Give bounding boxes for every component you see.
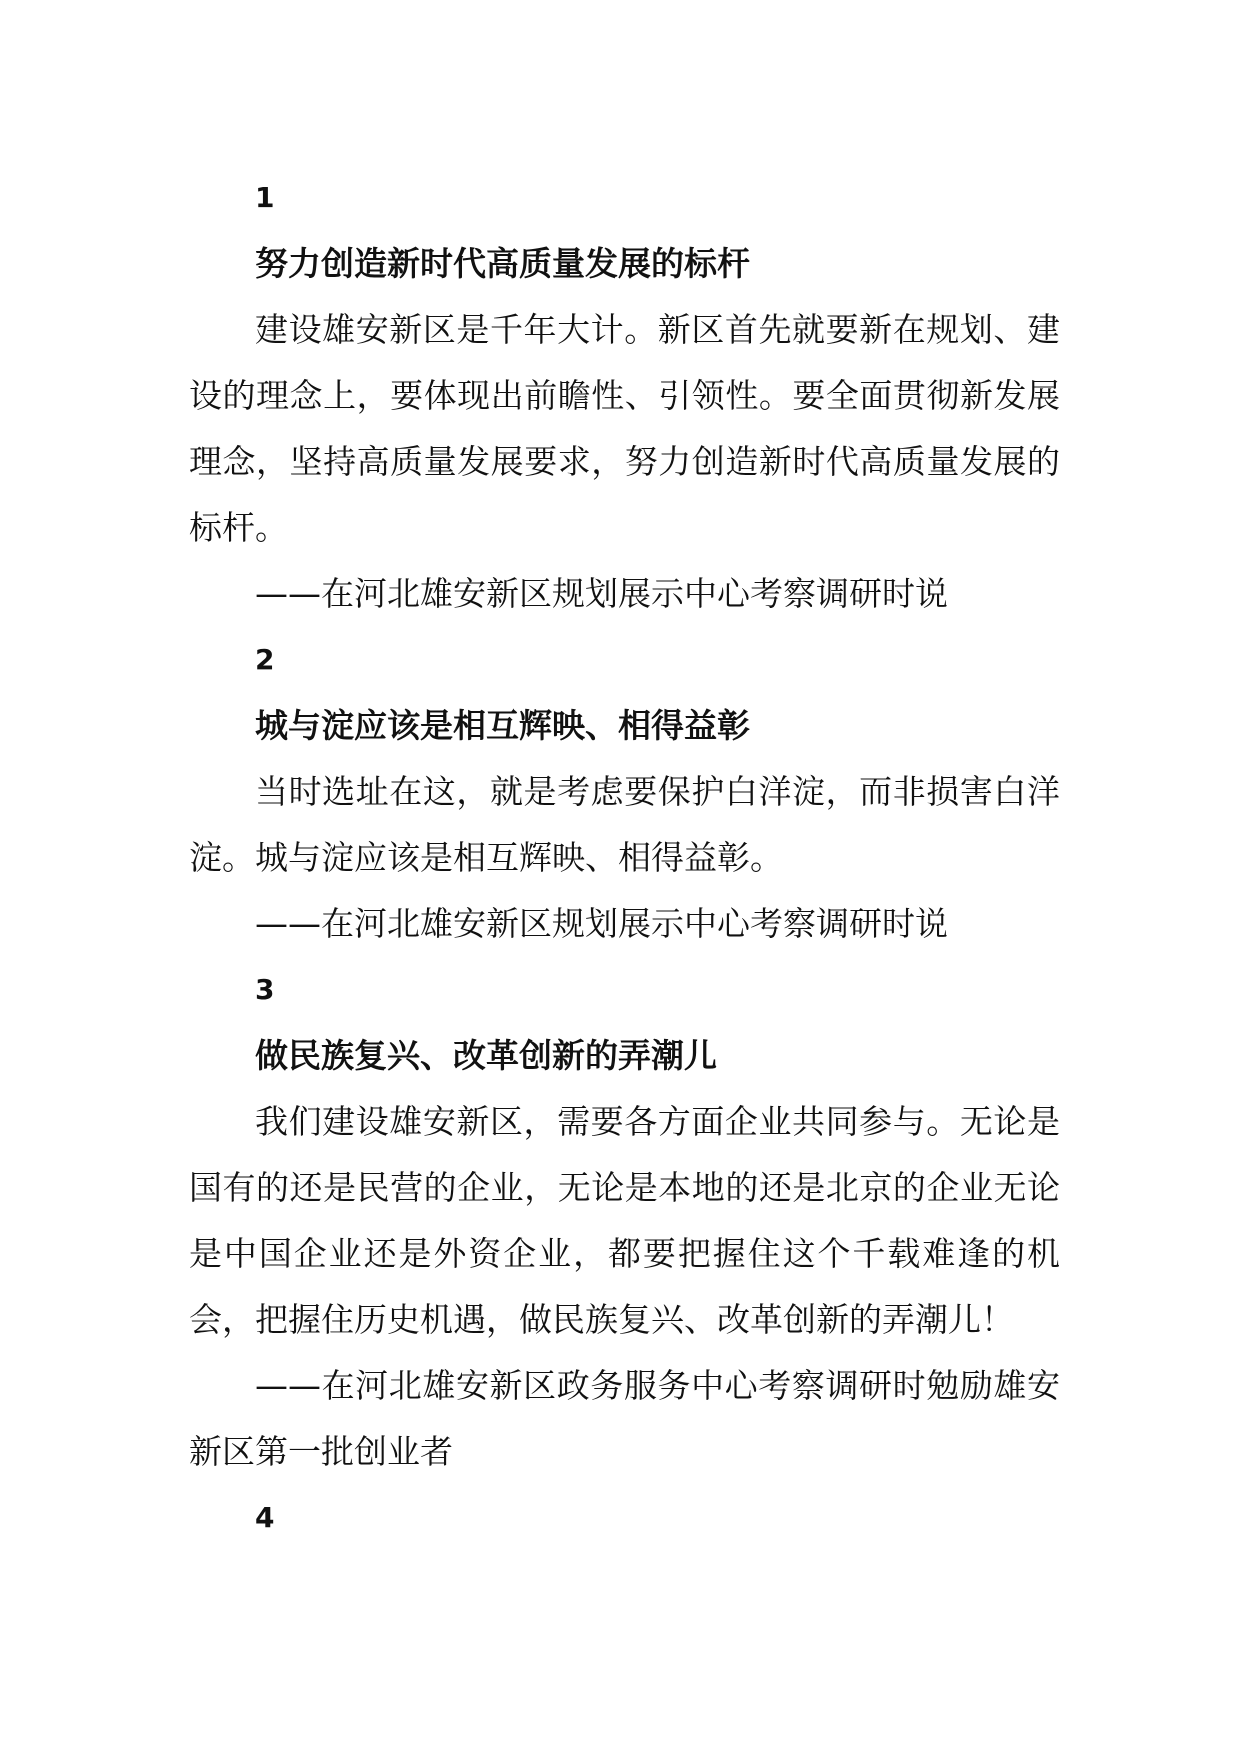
section-number-2: 2 — [255, 643, 275, 676]
section-paragraph-3: 我们建设雄安新区，需要各方面企业共同参与。无论是国有的还是民营的企业，无论是本地的还是北京的企业无论是中国企业还是外资企业，都要把握住这个千载难逢的机会，把握住历史机遇，做民族复兴、改革创新的弄潮儿！ — [189, 1102, 1060, 1339]
section-title-1: 努力创造新时代高质量发展的标杆 — [255, 244, 750, 283]
section-source-1: ——在河北雄安新区规划展示中心考察调研时说 — [255, 574, 948, 613]
section-number-3: 3 — [255, 973, 275, 1006]
section-title-2: 城与淀应该是相互辉映、相得益彰 — [255, 706, 750, 745]
section-paragraph-1: 建设雄安新区是千年大计。新区首先就要新在规划、建设的理念上，要体现出前瞻性、引领性。要全面贯彻新发展理念，坚持高质量发展要求，努力创造新时代高质量发展的标杆。 — [189, 310, 1060, 547]
document-page — [189, 165, 1060, 1551]
section-paragraph-2: 当时选址在这，就是考虑要保护白洋淀，而非损害白洋淀。城与淀应该是相互辉映、相得益彰。 — [189, 772, 1060, 877]
section-title-3: 做民族复兴、改革创新的弄潮儿 — [255, 1036, 717, 1075]
section-source-3: ——在河北雄安新区政务服务中心考察调研时勉励雄安新区第一批创业者 — [189, 1366, 1060, 1471]
section-number-4: 4 — [255, 1501, 275, 1534]
section-source-2: ——在河北雄安新区规划展示中心考察调研时说 — [255, 904, 948, 943]
section-number-1: 1 — [255, 181, 275, 214]
